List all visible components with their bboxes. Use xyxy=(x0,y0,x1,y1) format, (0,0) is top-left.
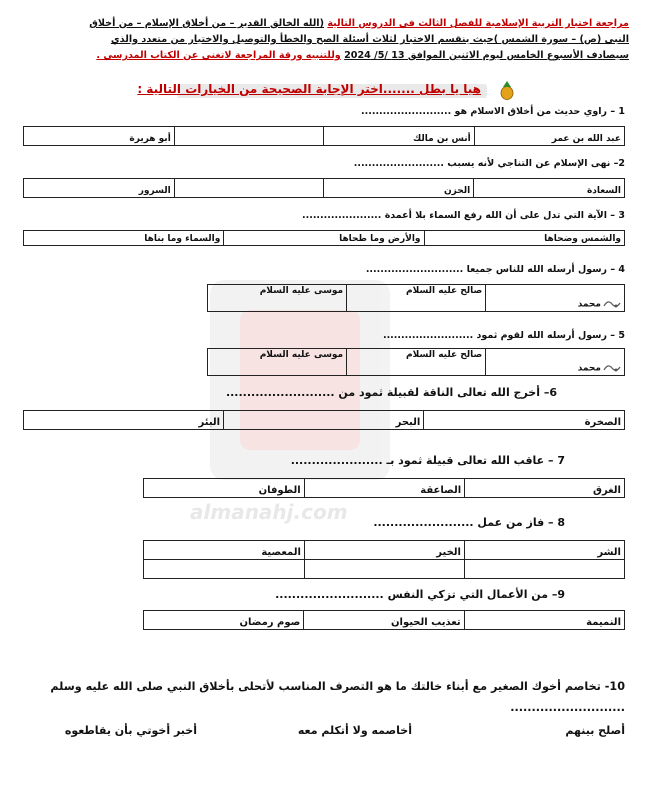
option-q3-c[interactable]: والسماء وما بناها xyxy=(24,231,224,246)
option-q3-a[interactable]: والشمس وضحاها xyxy=(424,231,624,246)
option-q7-c[interactable]: الطوفان xyxy=(144,479,305,498)
option-q1-a[interactable]: عبد الله بن عمر xyxy=(474,127,624,146)
option-q9-a[interactable]: النميمة xyxy=(464,611,624,630)
question-2: 2– نهى الإسلام عن التناجي لأنه يسبب ......................... xyxy=(353,158,625,169)
question-4: 4 – رسول أرسله الله للناس جميعا ........................... xyxy=(365,264,625,275)
question-5: 5 – رسول أرسله الله لقوم ثمود ......................... xyxy=(382,330,625,341)
header-date: سيصادف الأسبوع الخامس ليوم الاثنين الموافق 13 /5/ 2024 xyxy=(344,50,629,61)
options-q3 xyxy=(23,230,625,246)
question-8: 8 – فاز من عمل ........................ xyxy=(373,516,565,529)
question-10: 10- تخاصم أخوك الصغير مع أبناء خالتك ما هو التصرف المناسب لأتحلى بأخلاق النبي صلى الله عليه وسلم ........................... xyxy=(50,680,625,714)
pineapple-icon xyxy=(497,80,517,100)
option-q1-d[interactable]: أبو هريرة xyxy=(24,127,175,146)
option-q5-b[interactable]: صالح عليه السلام xyxy=(347,349,486,376)
header-line2: النبي (ص) – سورة الشمس )حيث ينقسم الاختبار لثلاث أسئلة الصح والخطأ والتوصيل والاختيار من متعدد والذي xyxy=(110,34,629,45)
option-q1-b[interactable]: أنس بن مالك xyxy=(324,127,474,146)
option-q8-a[interactable]: الشر xyxy=(464,541,624,560)
option-q2-d[interactable]: السرور xyxy=(24,179,175,198)
watermark-text: almanahj.com xyxy=(190,500,348,524)
answer-q10-c[interactable]: أخبر أخوتي بأن يقاطعوه xyxy=(64,724,197,737)
question-9: 9– من الأعمال التي تزكي النفس .......................... xyxy=(275,588,565,601)
option-q2-a[interactable]: السعادة xyxy=(474,179,625,198)
calligraphy-seal-icon xyxy=(603,298,621,310)
question-1: 1 – راوي حديث من أخلاق الاسلام هو ......................... xyxy=(361,106,625,117)
option-q9-c[interactable]: صوم رمضان xyxy=(144,611,304,630)
option-q1-c[interactable] xyxy=(174,127,323,146)
instruction-banner xyxy=(137,80,487,102)
option-q2-b[interactable]: الحزن xyxy=(323,179,473,198)
header-note: وللتنبيه ورقة المراجعة لاتغني عن الكتاب المدرسي . xyxy=(96,50,341,61)
header-title-red: مراجعة اختبار التربية الإسلامية للفصل الثالث في الدروس التالية xyxy=(327,18,629,29)
option-q5-a[interactable] xyxy=(486,349,625,376)
option-q4-c[interactable]: موسى عليه السلام xyxy=(208,285,347,312)
blank-cell xyxy=(144,560,305,579)
option-q4-a-label: محمد xyxy=(577,299,601,310)
calligraphy-seal-icon xyxy=(603,362,621,374)
options-q7 xyxy=(143,478,625,498)
blank-cell xyxy=(464,560,624,579)
option-q5-c[interactable]: موسى عليه السلام xyxy=(208,349,347,376)
review-header xyxy=(15,16,629,64)
option-q6-c[interactable]: البئر xyxy=(24,411,224,430)
option-q7-a[interactable]: الغرق xyxy=(465,479,625,498)
option-q5-a-label: محمد xyxy=(577,363,601,374)
options-q8 xyxy=(143,540,625,579)
question-3: 3 – الآية التي تدل على أن الله رفع السماء بلا أعمدة ...................... xyxy=(302,210,625,221)
option-q4-a[interactable] xyxy=(486,285,625,312)
options-q6 xyxy=(23,410,625,430)
option-q3-b[interactable]: والأرض وما طحاها xyxy=(224,231,424,246)
options-q5 xyxy=(207,348,625,376)
question-7: 7 – عاقب الله تعالى قبيلة ثمود بـ ...................... xyxy=(290,454,565,467)
instruction-text: هيا يا بطل .......اختر الإجابة الصحيحة من الخيارات التالية : xyxy=(137,82,481,96)
options-q9 xyxy=(143,610,625,630)
option-q4-b[interactable]: صالح عليه السلام xyxy=(347,285,486,312)
answer-q10-b[interactable]: أخاصمه ولا أتكلم معه xyxy=(297,724,412,737)
option-q2-c[interactable] xyxy=(174,179,323,198)
header-lessons: (الله الخالق القدير – من أخلاق الإسلام – من أخلاق xyxy=(89,18,324,29)
answer-q10-a[interactable]: أصلح بينهم xyxy=(565,724,625,737)
option-q8-b[interactable]: الخير xyxy=(304,541,464,560)
options-q4 xyxy=(207,284,625,312)
option-q6-a[interactable]: الصخرة xyxy=(424,411,625,430)
options-q1 xyxy=(23,126,625,146)
options-q2 xyxy=(23,178,625,198)
blank-cell xyxy=(304,560,464,579)
option-q7-b[interactable]: الصاعقة xyxy=(304,479,465,498)
question-6: 6– أخرج الله تعالى الناقة لقبيلة ثمود من .......................... xyxy=(225,386,557,399)
option-q6-b[interactable]: البحر xyxy=(224,411,424,430)
option-q9-b[interactable]: تعذيب الحيوان xyxy=(304,611,464,630)
option-q8-c[interactable]: المعصية xyxy=(144,541,305,560)
